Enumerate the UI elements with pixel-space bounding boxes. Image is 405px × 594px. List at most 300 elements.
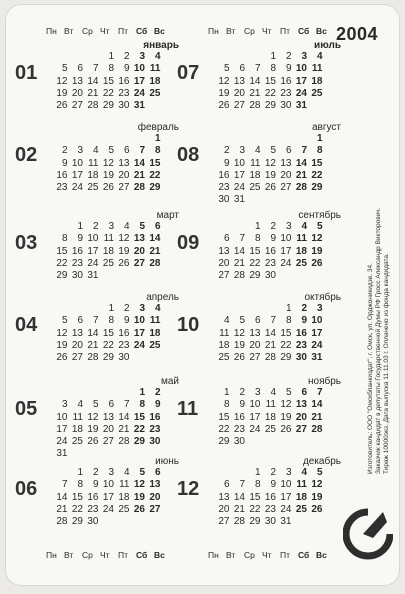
day-cell: 22: [249, 503, 261, 515]
month-block: [15, 292, 185, 372]
day-cell: [53, 303, 69, 315]
day-cell: 4: [301, 221, 307, 232]
weekday-label: Пн: [46, 26, 57, 36]
day-cell: 9: [223, 157, 230, 169]
day-cell: 27: [118, 182, 130, 194]
day-grid: [215, 467, 324, 528]
day-cell: [215, 133, 231, 145]
day-cell: 17: [56, 423, 68, 435]
day-cell: 31: [56, 448, 68, 460]
day-cell: 8: [61, 233, 68, 245]
day-cell: 8: [77, 479, 83, 491]
day-cell: 22: [102, 339, 114, 351]
month-name: ноябрь: [308, 376, 341, 387]
month-number: 01: [15, 62, 38, 84]
day-cell: 7: [239, 479, 245, 491]
day-cell: 18: [102, 245, 114, 257]
day-cell: 10: [71, 157, 83, 169]
day-cell: 12: [56, 75, 68, 87]
day-cell: 26: [264, 182, 276, 194]
day-cell: 27: [102, 436, 114, 448]
day-cell: [215, 303, 231, 315]
day-cell: 24: [71, 182, 83, 194]
day-cell: 26: [218, 100, 230, 112]
day-cell: 8: [108, 63, 114, 75]
day-cell: 10: [56, 411, 68, 423]
day-cell: 16: [71, 245, 83, 257]
day-cell: 12: [311, 479, 323, 491]
day-cell: 19: [311, 491, 323, 503]
day-cell: 29: [249, 270, 261, 282]
day-cell: 16: [295, 327, 307, 339]
day-cell: 13: [218, 245, 230, 257]
day-cell: 10: [102, 479, 114, 491]
day-cell: 4: [154, 303, 161, 314]
day-cell: [262, 133, 278, 145]
day-cell: 22: [264, 87, 276, 99]
day-cell: 24: [133, 87, 145, 99]
day-cell: 19: [133, 491, 145, 503]
day-cell: 30: [87, 516, 99, 528]
day-cell: 3: [285, 221, 292, 232]
day-cell: 22: [71, 503, 83, 515]
day-cell: 18: [264, 411, 276, 423]
day-cell: 19: [56, 339, 68, 351]
month-name: май: [160, 376, 179, 387]
day-cell: 20: [71, 87, 83, 99]
day-cell: 6: [239, 63, 245, 75]
day-cell: 25: [102, 257, 114, 269]
day-cell: 8: [139, 399, 145, 411]
day-cell: 28: [264, 352, 276, 364]
day-cell: 21: [264, 339, 276, 351]
logo-icon: [343, 504, 393, 566]
month-block: [177, 292, 347, 372]
day-cell: 20: [233, 87, 245, 99]
day-cell: 22: [311, 169, 323, 181]
day-cell: 28: [311, 423, 323, 435]
day-cell: 5: [61, 63, 68, 75]
month-number: 03: [15, 232, 38, 254]
day-cell: 30: [264, 270, 276, 282]
day-cell: 8: [154, 145, 161, 157]
day-cell: [69, 133, 85, 145]
day-cell: 17: [71, 169, 83, 181]
day-cell: 19: [280, 411, 292, 423]
day-cell: 23: [118, 87, 130, 99]
weekday-label: Вс: [154, 550, 165, 560]
day-cell: 22: [280, 339, 292, 351]
day-cell: [69, 387, 85, 399]
day-cell: 3: [139, 51, 145, 62]
day-cell: 2: [92, 467, 99, 478]
day-cell: 26: [118, 257, 130, 269]
day-cell: 10: [133, 315, 145, 327]
day-cell: 1: [108, 303, 114, 314]
day-cell: [262, 303, 278, 315]
day-cell: 9: [301, 315, 307, 327]
day-cell: 31: [133, 100, 145, 112]
day-cell: 27: [280, 182, 292, 194]
day-cell: 10: [87, 233, 99, 245]
day-cell: 30: [264, 516, 276, 528]
day-cell: 14: [56, 491, 68, 503]
day-cell: 4: [301, 467, 307, 478]
day-cell: 1: [77, 467, 83, 478]
day-cell: 9: [270, 479, 276, 491]
day-cell: [277, 133, 293, 145]
day-cell: 23: [56, 182, 68, 194]
day-cell: 18: [149, 327, 161, 339]
day-cell: 13: [280, 157, 292, 169]
day-cell: 27: [218, 270, 230, 282]
day-cell: 9: [92, 479, 99, 491]
day-cell: 23: [71, 257, 83, 269]
day-cell: 18: [149, 75, 161, 87]
day-cell: 6: [223, 479, 230, 491]
day-cell: 5: [223, 63, 230, 75]
day-cell: 6: [77, 63, 83, 75]
year-label: 2004: [336, 24, 379, 44]
day-cell: 28: [118, 436, 130, 448]
day-cell: 15: [311, 157, 323, 169]
day-cell: 16: [87, 491, 99, 503]
day-cell: 13: [71, 327, 83, 339]
day-cell: 26: [133, 503, 145, 515]
month-number: 04: [15, 314, 38, 336]
day-cell: 26: [311, 503, 323, 515]
weekday-label: Сб: [298, 26, 310, 36]
day-cell: [293, 194, 309, 206]
day-cell: 27: [149, 503, 161, 515]
day-cell: 15: [249, 245, 261, 257]
day-cell: 31: [295, 100, 307, 112]
weekday-label: Ср: [244, 550, 255, 560]
weekday-label: Чт: [100, 550, 110, 560]
month-name: март: [156, 210, 179, 221]
day-cell: 29: [249, 516, 261, 528]
day-cell: 19: [102, 169, 114, 181]
day-cell: [131, 133, 147, 145]
day-grid: [215, 133, 324, 207]
day-cell: 4: [154, 51, 161, 62]
day-cell: 4: [254, 145, 261, 157]
day-cell: [69, 51, 85, 63]
weekday-label: Пн: [208, 26, 219, 36]
day-cell: 1: [270, 51, 276, 62]
day-cell: 25: [264, 423, 276, 435]
weekday-header-bottom-left: [46, 550, 172, 560]
month-block: [177, 210, 347, 290]
day-cell: 13: [218, 491, 230, 503]
day-cell: 29: [133, 436, 145, 448]
day-cell: 2: [61, 145, 68, 157]
day-grid: [53, 387, 162, 461]
day-cell: 25: [295, 257, 307, 269]
day-cell: [277, 436, 293, 448]
month-number: 07: [177, 62, 200, 84]
day-cell: 2: [154, 387, 161, 398]
day-cell: [115, 270, 131, 282]
day-cell: 11: [103, 233, 114, 245]
day-cell: 16: [264, 491, 276, 503]
day-grid: [53, 51, 162, 112]
day-cell: 20: [295, 411, 307, 423]
month-block: [15, 210, 185, 290]
day-cell: 24: [102, 503, 114, 515]
day-cell: 20: [218, 503, 230, 515]
day-cell: 11: [72, 411, 83, 423]
month-block: [177, 122, 347, 206]
day-cell: 3: [316, 303, 323, 314]
day-cell: 12: [56, 327, 68, 339]
day-cell: 17: [102, 491, 114, 503]
day-cell: 29: [218, 436, 230, 448]
day-cell: [293, 436, 309, 448]
month-number: 11: [177, 398, 199, 420]
day-cell: [246, 303, 262, 315]
day-cell: 15: [218, 411, 230, 423]
day-cell: 14: [249, 75, 261, 87]
day-cell: 6: [223, 233, 230, 245]
day-cell: [231, 221, 247, 233]
day-cell: 14: [233, 245, 245, 257]
day-cell: 16: [233, 411, 245, 423]
day-cell: [53, 51, 69, 63]
day-cell: [215, 467, 231, 479]
day-cell: 10: [280, 233, 292, 245]
day-cell: 22: [149, 169, 161, 181]
day-cell: 28: [233, 516, 245, 528]
day-cell: 2: [123, 51, 130, 62]
day-cell: 11: [149, 315, 161, 327]
day-cell: 26: [311, 257, 323, 269]
day-cell: 18: [218, 339, 230, 351]
month-number: 12: [177, 478, 200, 500]
month-number: 06: [15, 478, 38, 500]
day-cell: 14: [87, 327, 99, 339]
day-cell: 19: [87, 423, 99, 435]
day-cell: [146, 270, 162, 282]
month-number: 08: [177, 144, 200, 166]
day-cell: 5: [239, 315, 245, 327]
day-cell: 19: [264, 169, 276, 181]
day-cell: 14: [233, 491, 245, 503]
day-cell: 3: [285, 467, 292, 478]
day-cell: 28: [249, 100, 261, 112]
month-block: [15, 376, 185, 460]
day-cell: 21: [56, 503, 68, 515]
day-cell: [308, 516, 324, 528]
day-cell: 28: [133, 182, 145, 194]
day-cell: 17: [233, 169, 245, 181]
day-cell: 21: [233, 257, 245, 269]
day-cell: 18: [249, 169, 261, 181]
day-cell: 21: [249, 87, 261, 99]
day-cell: 12: [133, 479, 145, 491]
day-cell: [100, 133, 116, 145]
day-cell: 6: [154, 221, 161, 232]
day-cell: 7: [92, 63, 99, 75]
weekday-label: Сб: [298, 550, 310, 560]
day-cell: 7: [254, 63, 261, 75]
day-cell: 30: [233, 436, 245, 448]
day-cell: 8: [254, 233, 261, 245]
day-cell: 14: [311, 399, 323, 411]
weekday-label: Вт: [226, 26, 236, 36]
day-cell: 7: [301, 145, 307, 157]
day-cell: 9: [61, 157, 68, 169]
day-cell: 18: [295, 245, 307, 257]
day-cell: [231, 133, 247, 145]
month-number: 05: [15, 398, 38, 420]
day-cell: 24: [249, 423, 261, 435]
weekday-header-top-right: [208, 26, 334, 36]
day-cell: 15: [264, 75, 276, 87]
day-cell: 31: [280, 516, 292, 528]
day-cell: 21: [295, 169, 307, 181]
month-number: 10: [177, 314, 200, 336]
day-cell: 2: [301, 303, 307, 314]
day-cell: 9: [123, 315, 130, 327]
weekday-label: Вт: [64, 26, 74, 36]
day-cell: 24: [56, 436, 68, 448]
day-cell: 9: [77, 233, 83, 245]
day-cell: 25: [249, 182, 261, 194]
day-cell: [215, 221, 231, 233]
month-block: [15, 456, 185, 536]
day-cell: 19: [311, 245, 323, 257]
day-cell: 8: [223, 399, 230, 411]
day-cell: 24: [233, 182, 245, 194]
day-cell: 11: [250, 157, 261, 169]
day-cell: 12: [233, 327, 245, 339]
day-cell: 3: [61, 399, 68, 411]
day-cell: 17: [87, 245, 99, 257]
day-cell: 15: [249, 491, 261, 503]
day-grid: [215, 51, 324, 112]
day-cell: 22: [56, 257, 68, 269]
day-cell: 14: [133, 157, 145, 169]
day-cell: 17: [280, 491, 292, 503]
day-cell: 20: [149, 491, 161, 503]
day-cell: [131, 352, 147, 364]
day-cell: 7: [92, 315, 99, 327]
day-cell: 13: [149, 479, 161, 491]
day-cell: 6: [154, 467, 161, 478]
day-cell: 16: [264, 245, 276, 257]
month-name: апрель: [146, 292, 179, 303]
day-cell: 3: [239, 145, 245, 157]
day-cell: 4: [77, 399, 83, 411]
day-cell: [115, 133, 131, 145]
day-cell: 11: [119, 479, 130, 491]
day-cell: 23: [87, 503, 99, 515]
day-cell: 1: [254, 467, 261, 478]
weekday-label: Пн: [46, 550, 57, 560]
day-cell: 10: [249, 399, 261, 411]
day-cell: [293, 270, 309, 282]
weekday-label: Пн: [208, 550, 219, 560]
day-cell: 10: [133, 63, 145, 75]
day-cell: 2: [270, 467, 276, 478]
day-cell: 6: [77, 315, 83, 327]
day-cell: [69, 303, 85, 315]
day-cell: 23: [295, 339, 307, 351]
day-grid: [215, 387, 324, 448]
day-cell: 1: [77, 221, 83, 232]
day-cell: 12: [264, 157, 276, 169]
day-cell: 28: [295, 182, 307, 194]
day-cell: 3: [139, 303, 145, 314]
day-cell: 12: [280, 399, 292, 411]
day-cell: 25: [71, 436, 83, 448]
day-cell: 24: [133, 339, 145, 351]
day-cell: 5: [108, 145, 114, 157]
day-cell: 7: [316, 387, 323, 398]
day-cell: 20: [118, 169, 130, 181]
day-cell: 6: [254, 315, 261, 327]
day-cell: 9: [239, 399, 245, 411]
day-cell: 29: [311, 182, 323, 194]
day-cell: 29: [56, 270, 68, 282]
day-cell: 15: [56, 245, 68, 257]
day-cell: 24: [295, 87, 307, 99]
day-cell: 23: [149, 423, 161, 435]
day-cell: 31: [311, 352, 323, 364]
day-cell: 18: [87, 169, 99, 181]
day-cell: 24: [280, 257, 292, 269]
weekday-label: Сб: [136, 550, 148, 560]
day-cell: 25: [149, 339, 161, 351]
month-name: август: [312, 122, 341, 133]
day-cell: 9: [270, 233, 276, 245]
day-cell: 27: [233, 100, 245, 112]
day-cell: 3: [108, 467, 114, 478]
day-cell: 1: [254, 221, 261, 232]
day-grid: [53, 221, 162, 282]
day-cell: 28: [56, 516, 68, 528]
day-cell: 16: [218, 169, 230, 181]
day-cell: 30: [280, 100, 292, 112]
day-cell: 16: [149, 411, 161, 423]
day-cell: 6: [123, 145, 130, 157]
day-cell: 24: [280, 503, 292, 515]
day-cell: 22: [133, 423, 145, 435]
day-cell: 1: [223, 387, 230, 398]
day-cell: [246, 133, 262, 145]
day-cell: 25: [311, 87, 323, 99]
day-cell: 18: [295, 491, 307, 503]
weekday-label: Ср: [82, 550, 93, 560]
month-name: декабрь: [302, 456, 341, 467]
day-cell: [231, 303, 247, 315]
day-cell: 25: [118, 503, 130, 515]
day-cell: [146, 100, 162, 112]
day-cell: 5: [61, 315, 68, 327]
day-cell: 15: [280, 327, 292, 339]
day-cell: 16: [56, 169, 68, 181]
day-cell: [277, 270, 293, 282]
day-cell: 8: [254, 479, 261, 491]
day-cell: 21: [87, 87, 99, 99]
weekday-label: Вс: [316, 550, 327, 560]
day-cell: 26: [87, 436, 99, 448]
imprint-line: Тираж 10000экз. Дата выпуска 11.11.03 г. Оплачено из фонда кандидата.: [383, 253, 390, 474]
day-cell: [262, 436, 278, 448]
day-cell: 17: [311, 327, 323, 339]
day-cell: 28: [87, 352, 99, 364]
